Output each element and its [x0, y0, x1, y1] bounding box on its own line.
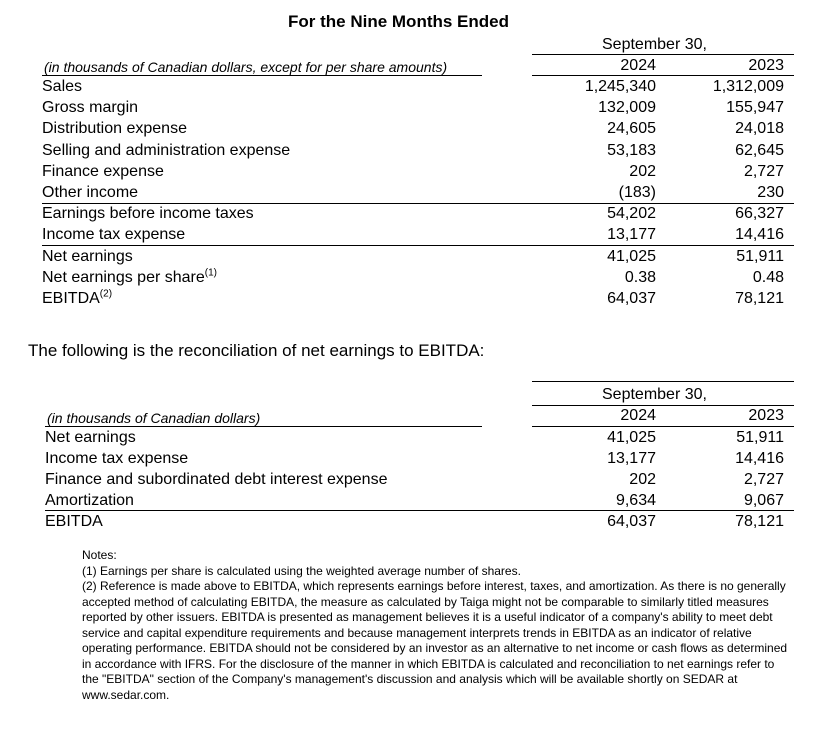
row-label [42, 97, 138, 118]
row-label-text: Net earnings per share [42, 268, 205, 286]
row-label [45, 469, 387, 490]
table2-year-2024: 2024 [620, 407, 656, 424]
table-row [42, 182, 792, 203]
row-label [45, 427, 136, 448]
value-2023: 66,327 [735, 205, 784, 223]
row-label-text: EBITDA [45, 513, 103, 530]
table-row [45, 448, 792, 469]
value-2024: 202 [629, 471, 656, 488]
note-1: (1) Earnings per share is calculated using the weighted average number of shares. [82, 563, 521, 578]
row-label-text: Distribution expense [42, 120, 187, 138]
value-2024: 9,634 [615, 492, 656, 509]
row-label [45, 490, 134, 511]
row-label [42, 288, 112, 309]
table1-period: September 30, [602, 36, 707, 53]
row-label [42, 224, 185, 245]
value-2023: 51,911 [736, 429, 784, 446]
row-label [42, 267, 217, 288]
row-label [42, 182, 138, 203]
table2-top-rule [532, 381, 794, 382]
value-2023: 1,312,009 [712, 78, 784, 95]
table-row [42, 140, 792, 161]
value-2023: 2,727 [743, 471, 784, 488]
table-row [42, 97, 792, 118]
table1-subtotal-rule [42, 203, 794, 204]
note-2: (2) Reference is made above to EBITDA, which represents earnings before interest, taxes, and amortization. As there is no generally accepted method of calculating EBITDA, the measure as calculated by Taiga might not be comparable to similarly titled measures reported by other issuers. EBITDA is presented as management believes it is a useful indicator of a company's ability to meet debt service and capital expenditure requirements and because management interprets trends in EBITDA as an indicator of relative operating performance. EBITDA should not be considered by an investor as an alternative to net income or cash flows as determined in accordance with IFRS. For the disclosure of the manner in which EBITDA is calculated and reconciliation to net earnings refer to the "EBITDA" section of the Company's management's discussion and analysis which will be available shortly on SEDAR at www.sedar.com. [82, 579, 788, 702]
row-label [45, 511, 103, 532]
notes-heading: Notes: [82, 548, 117, 562]
value-2023: 2,727 [743, 162, 784, 180]
value-2024: 54,202 [607, 205, 656, 223]
value-2024: 64,037 [607, 513, 656, 530]
value-2023: 14,416 [735, 450, 784, 467]
table2-period: September 30, [602, 386, 707, 403]
value-2023: 51,911 [736, 247, 784, 265]
value-2024: 202 [629, 162, 656, 180]
table-row [42, 203, 792, 224]
row-label-text: Gross margin [42, 99, 139, 117]
table-row [42, 118, 792, 139]
value-2023: 230 [757, 184, 784, 201]
row-label-text: Income tax expense [45, 450, 189, 467]
row-label [42, 161, 164, 182]
table2-units: (in thousands of Canadian dollars) [47, 410, 261, 426]
row-label-text: Earnings before income taxes [42, 205, 254, 223]
value-2024: 41,025 [607, 247, 656, 265]
row-label-text: EBITDA [42, 290, 100, 307]
row-label [42, 76, 82, 97]
row-label-text: Finance and subordinated debt interest expense [45, 471, 388, 488]
footnote-ref: (1) [204, 267, 217, 279]
value-2024: 1,245,340 [584, 78, 656, 95]
row-label-text: Net earnings [42, 247, 133, 265]
value-2024: (183) [618, 184, 656, 201]
table-row [42, 224, 792, 245]
value-2024: 0.38 [624, 268, 656, 286]
table1-tax-rule [42, 245, 794, 246]
footnote-ref: (2) [99, 288, 113, 300]
value-2023: 155,947 [726, 99, 784, 117]
value-2023: 78,121 [735, 290, 784, 307]
table-row [42, 267, 792, 288]
value-2024: 64,037 [607, 290, 656, 307]
table2-year-2023: 2023 [748, 407, 784, 424]
table1-year-2024: 2024 [620, 57, 656, 74]
value-2024: 24,605 [607, 120, 656, 138]
row-label-text: Sales [42, 78, 83, 95]
table-row [45, 469, 792, 490]
table2-total-rule [45, 510, 794, 511]
row-label-text: Finance expense [42, 162, 164, 180]
value-2024: 41,025 [607, 429, 656, 446]
row-label [42, 140, 290, 161]
row-label-text: Selling and administration expense [42, 141, 291, 159]
value-2024: 53,183 [607, 141, 656, 159]
row-label [42, 118, 187, 139]
value-2023: 62,645 [735, 141, 784, 159]
row-label-text: Amortization [45, 492, 134, 509]
row-label [42, 203, 254, 224]
row-label-text: Other income [42, 184, 139, 201]
value-2024: 132,009 [598, 99, 656, 117]
value-2023: 24,018 [735, 120, 784, 138]
table1-year-2023: 2023 [748, 57, 784, 74]
notes [82, 548, 794, 703]
table-row [42, 76, 792, 97]
table1-title: For the Nine Months Ended [288, 12, 509, 31]
table-row [42, 288, 792, 309]
row-label-text: Net earnings [45, 429, 136, 446]
table-row [45, 490, 792, 511]
value-2023: 0.48 [752, 268, 784, 286]
value-2024: 13,177 [607, 450, 656, 467]
table-row [45, 511, 792, 532]
table1-units: (in thousands of Canadian dollars, except for per share amounts) [44, 59, 448, 75]
table-row [42, 246, 792, 267]
value-2023: 14,416 [735, 226, 784, 244]
value-2023: 78,121 [735, 513, 784, 530]
table-row [42, 161, 792, 182]
value-2023: 9,067 [743, 492, 784, 509]
row-label [45, 448, 188, 469]
row-label-text: Income tax expense [42, 226, 186, 244]
table-row [45, 427, 792, 448]
value-2024: 13,177 [607, 226, 656, 244]
reconciliation-intro: The following is the reconciliation of net earnings to EBITDA: [28, 341, 485, 360]
row-label [42, 246, 133, 267]
